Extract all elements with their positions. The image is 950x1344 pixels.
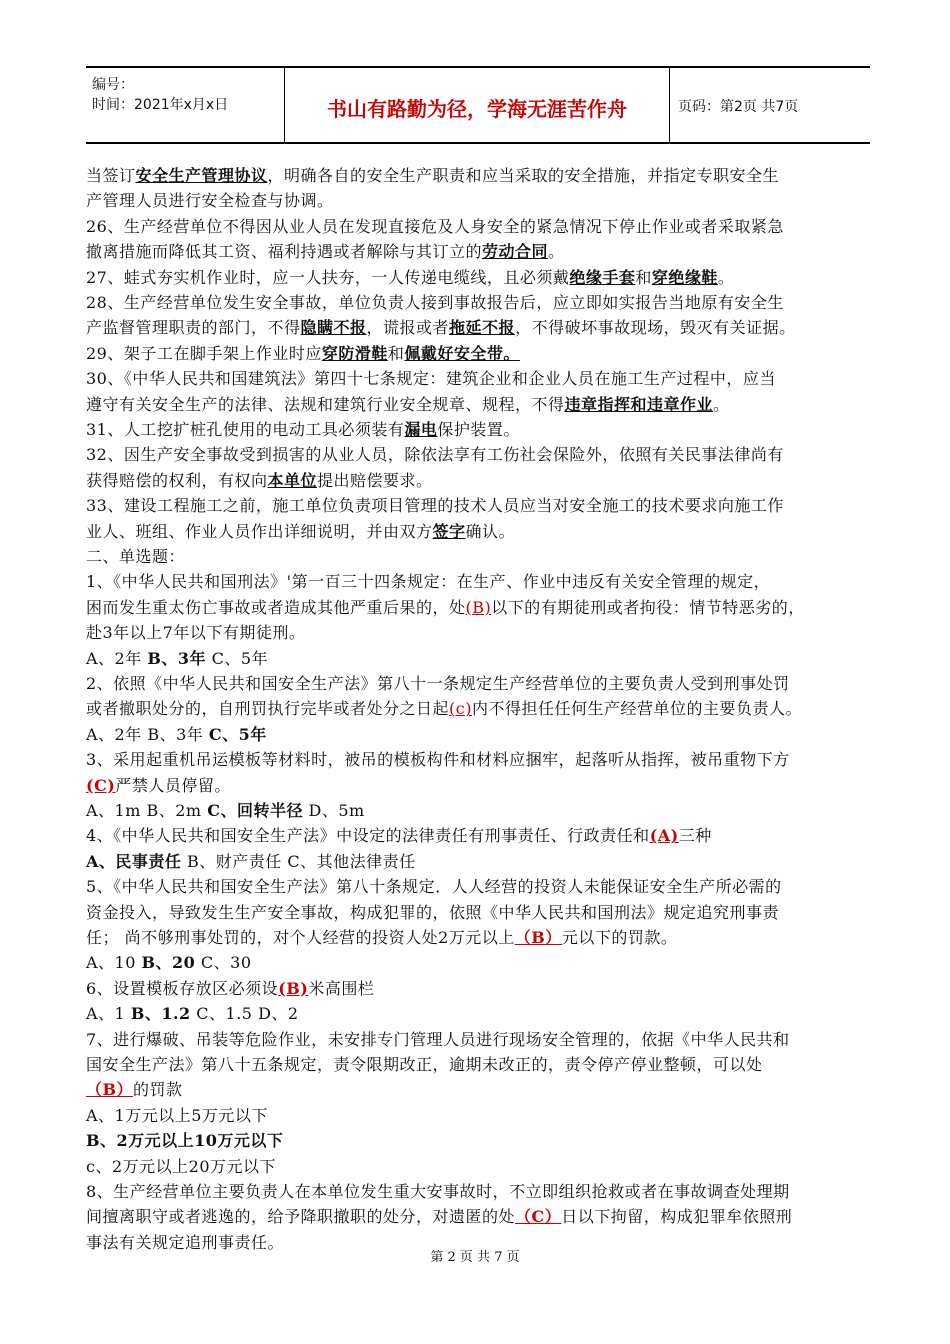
text-segment: 赴3年以上7年以下有期徒刑。 xyxy=(86,623,306,643)
text-segment: 困而发生重太伤亡事故或者造成其他严重后果的，处 xyxy=(86,597,466,617)
answer-mark: (B) xyxy=(278,978,309,998)
text-line xyxy=(86,369,776,389)
bold-option: A、民事责任 xyxy=(86,851,182,871)
text-line xyxy=(86,522,515,542)
text-segment: 当签订 xyxy=(86,166,136,185)
text-segment: D、5m xyxy=(302,801,365,820)
text-segment: 2、依照《中华人民共和国安全生产法》第八十一条规定生产经营单位的主要负责人受到刑事处罚 xyxy=(86,674,790,693)
text-line xyxy=(86,699,802,719)
text-line xyxy=(86,1106,268,1126)
text-line xyxy=(86,725,267,745)
text-segment: ，明确各自的安全生产职责和应当采取的安全措施，并指定专职安全生 xyxy=(267,166,780,185)
bold-option: C、5年 xyxy=(208,724,267,744)
answer-mark: （C） xyxy=(515,1207,562,1227)
text-segment: ，不得破坏事故现场，毁灭有关证据。 xyxy=(515,318,796,338)
text-segment: 提出赔偿要求。 xyxy=(317,470,433,490)
text-line xyxy=(86,166,779,186)
header-page-cell xyxy=(670,68,870,142)
text-segment: 日以下拘留，构成犯罪牟依照刑 xyxy=(561,1207,793,1227)
text-segment: 保护装置。 xyxy=(437,420,520,439)
text-line xyxy=(86,623,305,643)
key-term: 绝缘手套 xyxy=(569,267,636,287)
bold-option: B、20 xyxy=(141,953,196,973)
text-line xyxy=(86,852,416,872)
text-segment: 28、生产经营单位发生安全事故，单位负责人接到事故报告后，应立即如实报告当地原有安全生 xyxy=(86,293,784,312)
header-motto: 书山有路勤为径，学海无涯苦作舟 xyxy=(327,97,627,121)
bold-option: B、1.2 xyxy=(130,1004,191,1024)
text-segment: 。 xyxy=(548,242,565,262)
text-line xyxy=(86,572,770,592)
text-segment: 29、架子工在脚手架上作业时应 xyxy=(86,343,322,363)
key-term: 拖延不报 xyxy=(449,318,516,338)
text-line xyxy=(86,420,520,440)
key-term: 穿绝缘鞋 xyxy=(651,267,718,287)
text-line xyxy=(86,776,231,796)
text-line xyxy=(86,953,252,973)
text-line xyxy=(86,268,734,288)
text-segment: 任； 尚不够刑事处罚的，对个人经营的投资人处2万元以上 xyxy=(86,928,515,947)
key-term: 签字 xyxy=(432,521,466,541)
text-segment: 元以下的罚款。 xyxy=(561,928,678,947)
key-term: 佩戴好安全带。 xyxy=(404,343,520,363)
bold-option: C、回转半径 xyxy=(207,801,303,820)
text-line xyxy=(86,191,334,211)
text-line xyxy=(86,1030,790,1050)
text-segment: A、2年 xyxy=(86,648,148,668)
text-segment: 业人、班组、作业人员作出详细说明，并由双方 xyxy=(86,521,433,541)
text-line xyxy=(86,801,365,821)
text-segment: 二、单选题： xyxy=(86,547,186,566)
text-segment: 。 xyxy=(717,267,735,287)
text-segment: 4、《中华人民共和国安全生产法》中设定的法律责任有刑事责任、行政责任和 xyxy=(86,826,650,846)
text-segment: 产监督管理职责的部门，不得 xyxy=(86,318,301,338)
text-segment: 26、生产经营单位不得因从业人员在发现直接危及人身安全的紧急情况下停止作业或者采取紧急 xyxy=(86,216,784,236)
answer-mark: (C) xyxy=(86,775,116,795)
text-segment: A、1 xyxy=(86,1004,131,1024)
text-line xyxy=(86,928,677,948)
header-motto-cell xyxy=(285,68,670,142)
page-header xyxy=(86,66,870,144)
header-page-number: 页码：第2页 共7页 xyxy=(678,99,799,115)
text-segment: 6、设置模板存放区必须设 xyxy=(86,978,279,998)
text-segment: 30、《中华人民共和国建筑法》第四十七条规定：建筑企业和企业人员在施工生产过程中，应当 xyxy=(86,369,776,389)
key-term: 劳动合同 xyxy=(482,242,549,262)
bold-option: B、3年 xyxy=(147,648,206,668)
text-line xyxy=(86,395,730,415)
text-segment: 31、人工挖扩桩孔使用的电动工具必须装有 xyxy=(86,420,405,439)
text-line xyxy=(86,217,784,237)
text-segment: 7、进行爆破、吊装等危险作业，未安排专门管理人员进行现场安全管理的，依据《中华人民共和 xyxy=(86,1029,790,1049)
text-segment: 间擅离职守或者逃逸的，给予降职撤职的处分，对遗匿的处 xyxy=(86,1207,516,1227)
text-line xyxy=(86,826,712,846)
answer-mark: （B） xyxy=(514,928,562,947)
text-segment: ，谎报或者 xyxy=(366,318,450,338)
text-line xyxy=(86,547,185,567)
answer-mark: (B) xyxy=(465,597,492,617)
text-segment: 8、生产经营单位主要负责人在本单位发生重大安事故时，不立即组织抢救或者在事故调查处理期 xyxy=(86,1182,790,1201)
text-segment: 3、采用起重机吊运模板等材料时，被吊的模板构件和材料应捆牢，起落听从指挥，被吊重物下方 xyxy=(86,750,790,770)
key-term: 安全生产管理协议 xyxy=(135,166,268,185)
text-segment: 1、《中华人民共和国刑法》'第一百三十四条规定：在生产、作业中违反有关安全管理的规定， xyxy=(86,572,771,592)
text-line xyxy=(86,903,779,923)
text-line xyxy=(86,674,790,694)
text-segment: 严禁人员停留。 xyxy=(115,775,231,795)
text-line xyxy=(86,293,784,313)
text-segment: A、2年 B、3年 xyxy=(86,724,209,744)
text-segment: 和 xyxy=(635,267,652,287)
text-line xyxy=(86,496,784,516)
text-segment: 。 xyxy=(713,394,730,414)
key-term: 本单位 xyxy=(267,470,318,490)
text-segment: 以下的有期徒刑或者拘役：情节特恶劣的， xyxy=(491,597,805,617)
text-segment: 确认。 xyxy=(465,521,516,541)
text-segment: 米高围栏 xyxy=(308,978,375,998)
document-number-label: 编号： xyxy=(92,77,134,93)
text-line xyxy=(86,445,784,465)
header-info-cell xyxy=(86,68,285,142)
text-segment: 5、《中华人民共和国安全生产法》第八十条规定．人人经营的投资人未能保证安全生产所必需的 xyxy=(86,877,782,897)
key-term: 隐瞒不报 xyxy=(300,318,367,338)
text-segment: A、1万元以上5万元以下 xyxy=(86,1105,268,1125)
text-line xyxy=(86,979,374,999)
text-segment: 产管理人员进行安全检查与协调。 xyxy=(86,191,334,211)
text-segment: 撤离措施而降低其工资、福利持遇或者解除与其订立的 xyxy=(86,242,483,262)
key-term: 穿防滑鞋 xyxy=(321,343,388,363)
text-line xyxy=(86,1055,763,1075)
text-segment: 或者撤职处分的，自刑罚执行完毕或者处分之日起 xyxy=(86,699,450,719)
text-segment: 国安全生产法》第八十五条规定，责令限期改正，逾期未改正的，责令停产停业整顿，可以处 xyxy=(86,1055,763,1074)
text-line xyxy=(86,242,565,262)
text-segment: 事法有关规定追刑事责任。 xyxy=(86,1232,285,1252)
page-footer: 第 2 页 共 7 页 xyxy=(430,1250,520,1265)
text-line xyxy=(86,1080,183,1100)
text-line xyxy=(86,1157,276,1177)
bold-option: B、2万元以上10万元以下 xyxy=(86,1131,284,1151)
answer-mark: (A) xyxy=(649,826,679,846)
text-line xyxy=(86,877,782,897)
text-segment: 的罚款 xyxy=(133,1080,183,1100)
text-segment: 获得赔偿的权利，有权向 xyxy=(86,470,268,490)
text-segment: A、1m B、2m xyxy=(86,801,208,820)
answer-mark: （B） xyxy=(86,1080,134,1100)
text-segment: C、1.5 D、2 xyxy=(190,1004,299,1024)
text-segment: B、财产责任 C、其他法律责任 xyxy=(181,851,416,871)
text-segment: A、10 xyxy=(86,953,142,973)
text-segment: 内不得担任任何生产经营单位的主要负责人。 xyxy=(471,699,802,719)
text-line xyxy=(86,750,790,770)
text-segment: 27、蛙式夯实机作业时，应一人扶夯，一人传递电缆线，且必须戴 xyxy=(86,267,570,287)
text-segment: 遵守有关安全生产的法律、法规和建筑行业安全规章、规程，不得 xyxy=(86,394,565,414)
text-line xyxy=(86,1004,299,1024)
text-line xyxy=(86,649,268,669)
text-line xyxy=(86,344,520,364)
text-line xyxy=(86,598,805,618)
text-segment: 资金投入，导致发生生产安全事故，构成犯罪的，依照《中华人民共和国刑法》规定追究刑事责 xyxy=(86,902,780,922)
text-line xyxy=(86,318,796,338)
text-line xyxy=(86,471,433,491)
text-line xyxy=(86,1131,283,1151)
text-segment: C、30 xyxy=(195,953,252,973)
text-segment: c、2万元以上20万元以下 xyxy=(86,1156,277,1176)
text-segment: C、5年 xyxy=(206,648,269,668)
text-line xyxy=(86,1182,790,1202)
key-term: 漏电 xyxy=(404,420,438,439)
text-line xyxy=(86,1207,792,1227)
key-term: 违章指挥和违章作业 xyxy=(564,394,714,414)
text-segment: 三种 xyxy=(678,826,712,846)
text-segment: 和 xyxy=(387,343,405,363)
text-segment: 32、因生产安全事故受到损害的从业人员，除依法享有工伤社会保险外，依照有关民事法律尚有 xyxy=(86,445,784,465)
answer-mark: (c) xyxy=(449,699,472,719)
document-date-label: 时间：2021年x月x日 xyxy=(92,97,229,113)
text-segment: 33、建设工程施工之前，施工单位负责项目管理的技术人员应当对安全施工的技术要求向施工作 xyxy=(86,496,784,516)
